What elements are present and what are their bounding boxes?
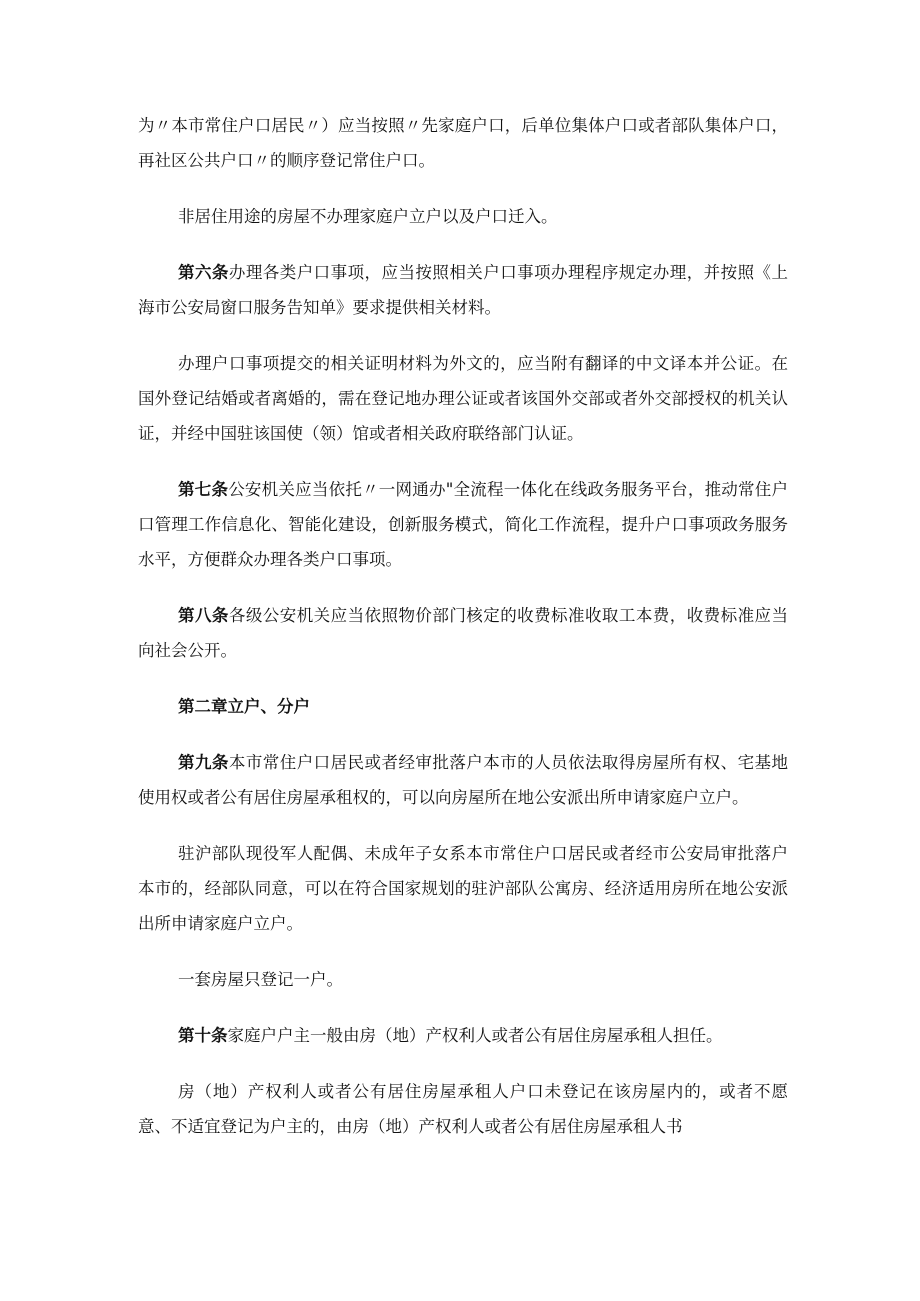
paragraph-2	[138, 199, 788, 234]
paragraph-text: 驻沪部队现役军人配偶、未成年子女系本市常住户口居民或者经市公安局审批落户本市的，经部队同意，可以在符合国家规划的驻沪部队公寓房、经济适用房所在地公安派出所申请家庭户立户。	[138, 844, 788, 933]
article-9	[138, 745, 788, 815]
paragraph-text: 家庭户户主一般由房（地）产权利人或者公有居住房屋承租人担任。	[227, 1026, 723, 1045]
paragraph-text: 一套房屋只登记一户。	[178, 970, 343, 989]
article-number: 第六条	[178, 263, 229, 282]
paragraph-text: 本市常住户口居民或者经审批落户本市的人员依法取得房屋所有权、宅基地使用权或者公有居住房屋承租权的，可以向房屋所在地公安派出所申请家庭户立户。	[138, 753, 789, 807]
paragraph-9	[138, 836, 788, 941]
chapter-title: 第二章立户、分户	[178, 697, 310, 716]
article-number: 第十条	[178, 1026, 228, 1045]
paragraph-1	[138, 108, 788, 178]
paragraph-text: 办理各类户口事项，应当按照相关户口事项办理程序规定办理，并按照《上海市公安局窗口服务告知单》要求提供相关材料。	[138, 263, 789, 317]
paragraph-text: 为〃本市常住户口居民〃）应当按照〃先家庭户口，后单位集体户口或者部队集体户口，再社区公共户口〃的顺序登记常住户口。	[138, 116, 788, 170]
article-8	[138, 598, 788, 668]
article-number: 第七条	[178, 480, 229, 499]
paragraph-12	[138, 1074, 788, 1144]
document-body	[138, 108, 788, 1165]
article-number: 第九条	[178, 753, 229, 772]
paragraph-10	[138, 962, 788, 997]
paragraph-text: 各级公安机关应当依照物价部门核定的收费标准收取工本费，收费标准应当向社会公开。	[138, 606, 789, 660]
article-10	[138, 1018, 788, 1053]
paragraph-4	[138, 346, 788, 451]
article-7	[138, 472, 788, 577]
paragraph-text: 办理户口事项提交的相关证明材料为外文的，应当附有翻译的中文译本并公证。在国外登记结婚或者离婚的，需在登记地办理公证或者该国外交部或者外交部授权的机关认证，并经中国驻该国使（领）馆或者相关政府联络部门认证。	[138, 354, 788, 443]
paragraph-text: 房（地）产权利人或者公有居住房屋承租人户口未登记在该房屋内的，或者不愿意、不适宜登记为户主的，由房（地）产权利人或者公有居住房屋承租人书	[138, 1082, 788, 1136]
article-number: 第八条	[178, 606, 229, 625]
chapter-heading	[138, 689, 788, 724]
paragraph-text: 非居住用途的房屋不办理家庭户立户以及户口迁入。	[178, 207, 558, 226]
paragraph-text: 公安机关应当依托〃一网通办"全流程一体化在线政务服务平台，推动常住户口管理工作信息化、智能化建设，创新服务模式，简化工作流程，提升户口事项政务服务水平，方便群众办理各类户口事项。	[138, 480, 788, 569]
article-6	[138, 255, 788, 325]
